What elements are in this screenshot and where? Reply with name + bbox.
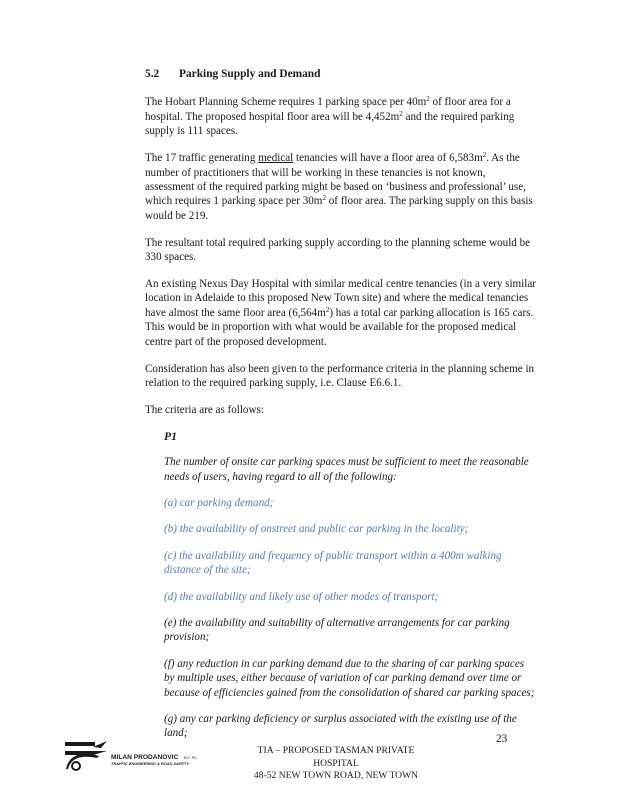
footer-text bbox=[236, 745, 436, 783]
paragraph-performance-criteria: Consideration has also been given to the performance criteria in the planning scheme in relation to the required parking supply, i.e. Clause E6.6.1. bbox=[145, 362, 535, 389]
criteria-block bbox=[164, 430, 537, 741]
logo-suffix: B.E. P/L bbox=[184, 756, 198, 760]
criteria-item-b: (b) the availability of onstreet and public car parking in the locality; bbox=[164, 523, 469, 536]
logo-name: MILAN PRODANOVIC bbox=[111, 754, 179, 761]
criteria-item-g: (g) any car parking deficiency or surplus associated with the existing use of the land; bbox=[164, 713, 517, 740]
page-content bbox=[145, 67, 537, 753]
footer-line-title: TIA – PROPOSED TASMAN PRIVATE HOSPITAL bbox=[257, 745, 415, 769]
criteria-intro: The number of onsite car parking spaces must be sufficient to meet the reasonable needs of users, having regard to all of the following: bbox=[164, 456, 529, 483]
criteria-item-f: (f) any reduction in car parking demand due to the sharing of car parking spaces by multiple uses, either because of variation of car parking demand over time or because of efficiencies gained from the consolidation of shared car parking spaces; bbox=[164, 657, 535, 699]
criteria-item-a: (a) car parking demand; bbox=[164, 496, 274, 509]
section-heading bbox=[145, 67, 537, 81]
criteria-heading: P1 bbox=[164, 429, 177, 443]
paragraph-total-supply: The resultant total required parking supply according to the planning scheme would be 330 spaces. bbox=[145, 236, 531, 264]
criteria-item-e: (e) the availability and suitability of alternative arrangements for car parking provision; bbox=[164, 616, 510, 644]
section-title: Parking Supply and Demand bbox=[179, 68, 321, 80]
company-logo bbox=[63, 739, 213, 773]
paragraph-nexus-comparison: An existing Nexus Day Hospital with similar medical centre tenancies (in a very similar location in Adelaide to this proposed New Town site) and where the medical tenancies have almost the same floor area $(6,564m^2)$ has a total car parking allocation is 165 cars. This would be in proportion with what would be available for the proposed medical centre part of the proposed development. bbox=[145, 277, 536, 348]
paragraph-criteria-intro: The criteria are as follows: bbox=[145, 403, 264, 416]
page-number: 23 bbox=[496, 733, 508, 745]
paragraph-medical-tenancies: The 17 traffic generating medical tenancies will have a floor area of $6,583m^2$. As the number of practitioners that will be working in these tenancies is not known, assessment of the required parking might be based on ‘business and professional’ use, which requires 1 parking space per $30m^2$ of floor area. The parking supply on this basis would be 219. bbox=[145, 151, 533, 222]
paragraph-hospital-parking: The Hobart Planning Scheme requires 1 parking space per $40m^2$ of floor area for a hospital. The proposed hospital floor area will be $4,452m^2$ and the required parking supply is 111 spaces. bbox=[145, 95, 515, 138]
section-number: 5.2 bbox=[145, 68, 160, 80]
footer-line-address: 48-52 NEW TOWN ROAD, NEW TOWN bbox=[253, 770, 419, 781]
criteria-item-d: (d) the availability and likely use of other modes of transport; bbox=[164, 590, 439, 603]
criteria-item-c: (c) the availability and frequency of public transport within a 400m walking distance of the site; bbox=[164, 549, 502, 577]
logo-tagline: TRAFFIC ENGINEERING & ROAD SAFETY bbox=[111, 761, 189, 766]
